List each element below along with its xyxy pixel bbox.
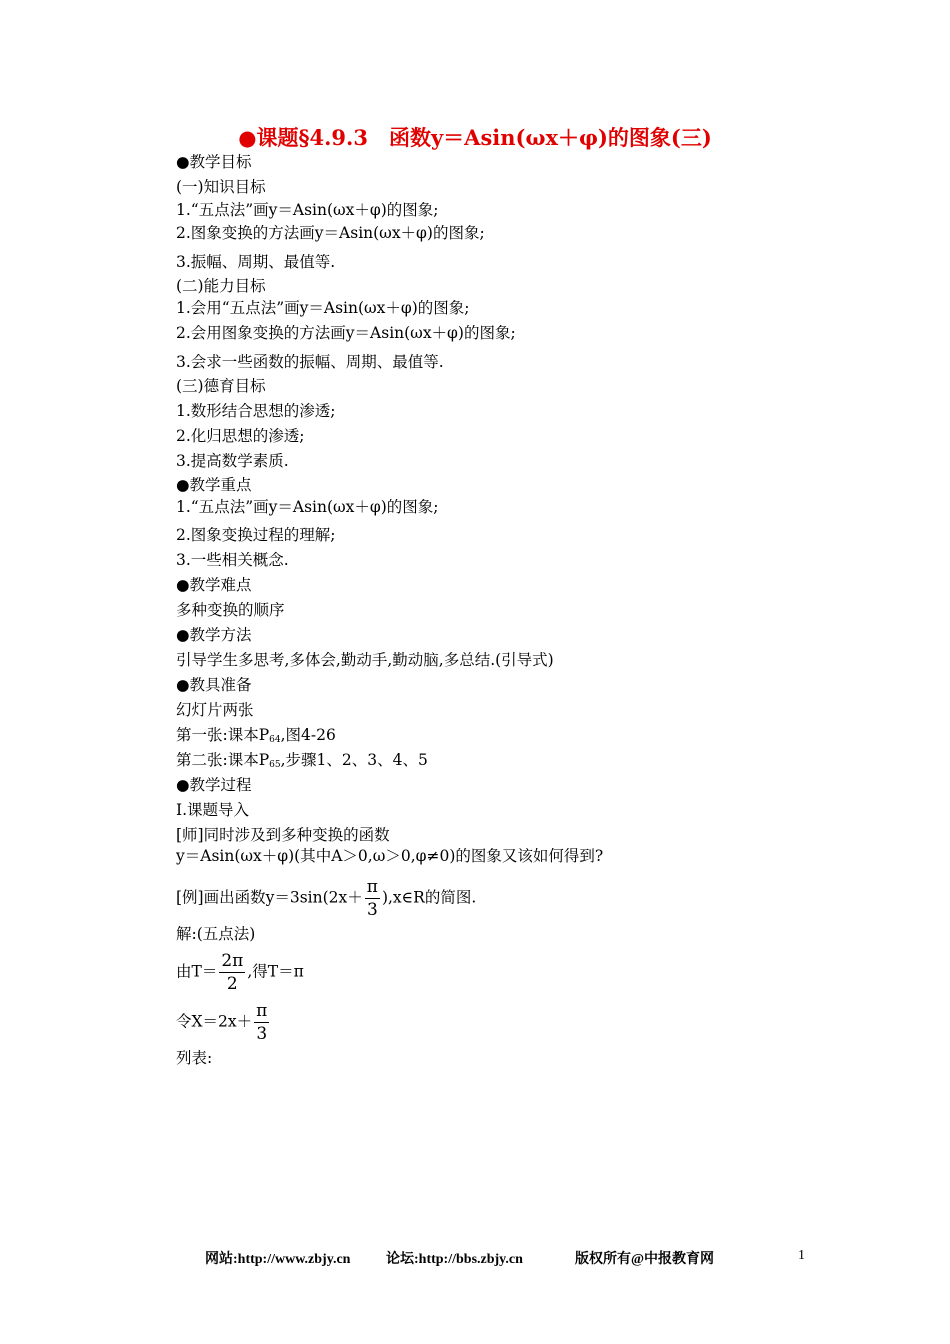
fraction-numerator: π bbox=[256, 1001, 268, 1021]
slide-two-line bbox=[176, 750, 428, 775]
slide-two-suffix: ,步骤1、2、3、4、5 bbox=[280, 751, 428, 769]
subheading-intro: Ⅰ.课题导入 bbox=[176, 801, 250, 819]
list-item: 2.图象变换过程的理解; bbox=[176, 526, 336, 544]
subheading-knowledge: (一)知识目标 bbox=[176, 178, 266, 196]
footer-website[interactable]: 网站:http://www.zbjy.cn bbox=[205, 1252, 351, 1267]
period-prefix: 由T＝ bbox=[176, 962, 218, 981]
example-line bbox=[176, 876, 476, 921]
paragraph: 多种变换的顺序 bbox=[176, 601, 285, 619]
list-item: 3.会求一些函数的振幅、周期、最值等. bbox=[176, 353, 444, 371]
fraction-denominator: 3 bbox=[256, 1024, 268, 1044]
list-item: 3.一些相关概念. bbox=[176, 551, 289, 569]
slide-one-line bbox=[176, 725, 336, 750]
table-label: 列表: bbox=[176, 1049, 213, 1067]
paragraph: 幻灯片两张 bbox=[176, 701, 254, 719]
section-heading-objectives: ●教学目标 bbox=[176, 153, 252, 171]
fraction-numerator: π bbox=[366, 877, 378, 897]
solution-label: 解:(五点法) bbox=[176, 925, 256, 943]
list-item: 1.会用“五点法”画y＝Asin(ωx＋φ)的图象; bbox=[176, 299, 470, 317]
fraction-denominator: 2 bbox=[226, 974, 238, 994]
list-item: 3.振幅、周期、最值等. bbox=[176, 253, 336, 271]
list-item: 2.会用图象变换的方法画y＝Asin(ωx＋φ)的图象; bbox=[176, 324, 516, 342]
lesson-title: ●课题§4.9.3 函数y＝Asin(ωx＋φ)的图象(三) bbox=[238, 125, 712, 150]
paragraph: 引导学生多思考,多体会,勤动手,勤动脑,多总结.(引导式) bbox=[176, 651, 554, 669]
paragraph: [师]同时涉及到多种变换的函数 bbox=[176, 826, 390, 844]
footer-copyright: 版权所有@中报教育网 bbox=[575, 1252, 715, 1267]
example-suffix: ),x∈R的简图. bbox=[381, 888, 477, 907]
subheading-ability: (二)能力目标 bbox=[176, 277, 266, 295]
fraction-pi-over-3 bbox=[365, 876, 380, 921]
fraction-denominator: 3 bbox=[366, 900, 378, 920]
list-item: 1.“五点法”画y＝Asin(ωx＋φ)的图象; bbox=[176, 201, 439, 219]
section-heading-difficulty: ●教学难点 bbox=[176, 576, 252, 594]
paragraph: y＝Asin(ωx＋φ)(其中A＞0,ω＞0,φ≠0)的图象又该如何得到? bbox=[176, 847, 604, 865]
slide-one-suffix: ,图4-26 bbox=[280, 726, 336, 744]
period-line bbox=[176, 950, 304, 995]
let-prefix: 令X＝2x＋ bbox=[176, 1012, 253, 1031]
slide-two-prefix: 第二张:课本P bbox=[176, 751, 270, 769]
slide-one-page-subscript: 64 bbox=[269, 735, 281, 745]
section-heading-keypoints: ●教学重点 bbox=[176, 476, 252, 494]
page-number: 1 bbox=[798, 1248, 805, 1263]
list-item: 3.提高数学素质. bbox=[176, 452, 289, 470]
section-heading-materials: ●教具准备 bbox=[176, 676, 252, 694]
fraction-2pi-over-2 bbox=[219, 950, 245, 995]
list-item: 2.图象变换的方法画y＝Asin(ωx＋φ)的图象; bbox=[176, 224, 485, 242]
list-item: 1.数形结合思想的渗透; bbox=[176, 402, 336, 420]
section-heading-method: ●教学方法 bbox=[176, 626, 252, 644]
section-heading-process: ●教学过程 bbox=[176, 776, 252, 794]
let-line bbox=[176, 1000, 271, 1045]
period-suffix: ,得T＝π bbox=[247, 962, 304, 981]
footer-forum[interactable]: 论坛:http://bbs.zbjy.cn bbox=[386, 1252, 523, 1267]
slide-two-page-subscript: 65 bbox=[269, 760, 281, 770]
list-item: 1.“五点法”画y＝Asin(ωx＋φ)的图象; bbox=[176, 498, 439, 516]
slide-one-prefix: 第一张:课本P bbox=[176, 726, 270, 744]
fraction-numerator: 2π bbox=[221, 951, 244, 971]
fraction-pi-over-3 bbox=[254, 1000, 269, 1045]
subheading-moral: (三)德育目标 bbox=[176, 377, 266, 395]
list-item: 2.化归思想的渗透; bbox=[176, 427, 305, 445]
example-prefix: [例]画出函数y＝3sin(2x＋ bbox=[176, 888, 363, 907]
